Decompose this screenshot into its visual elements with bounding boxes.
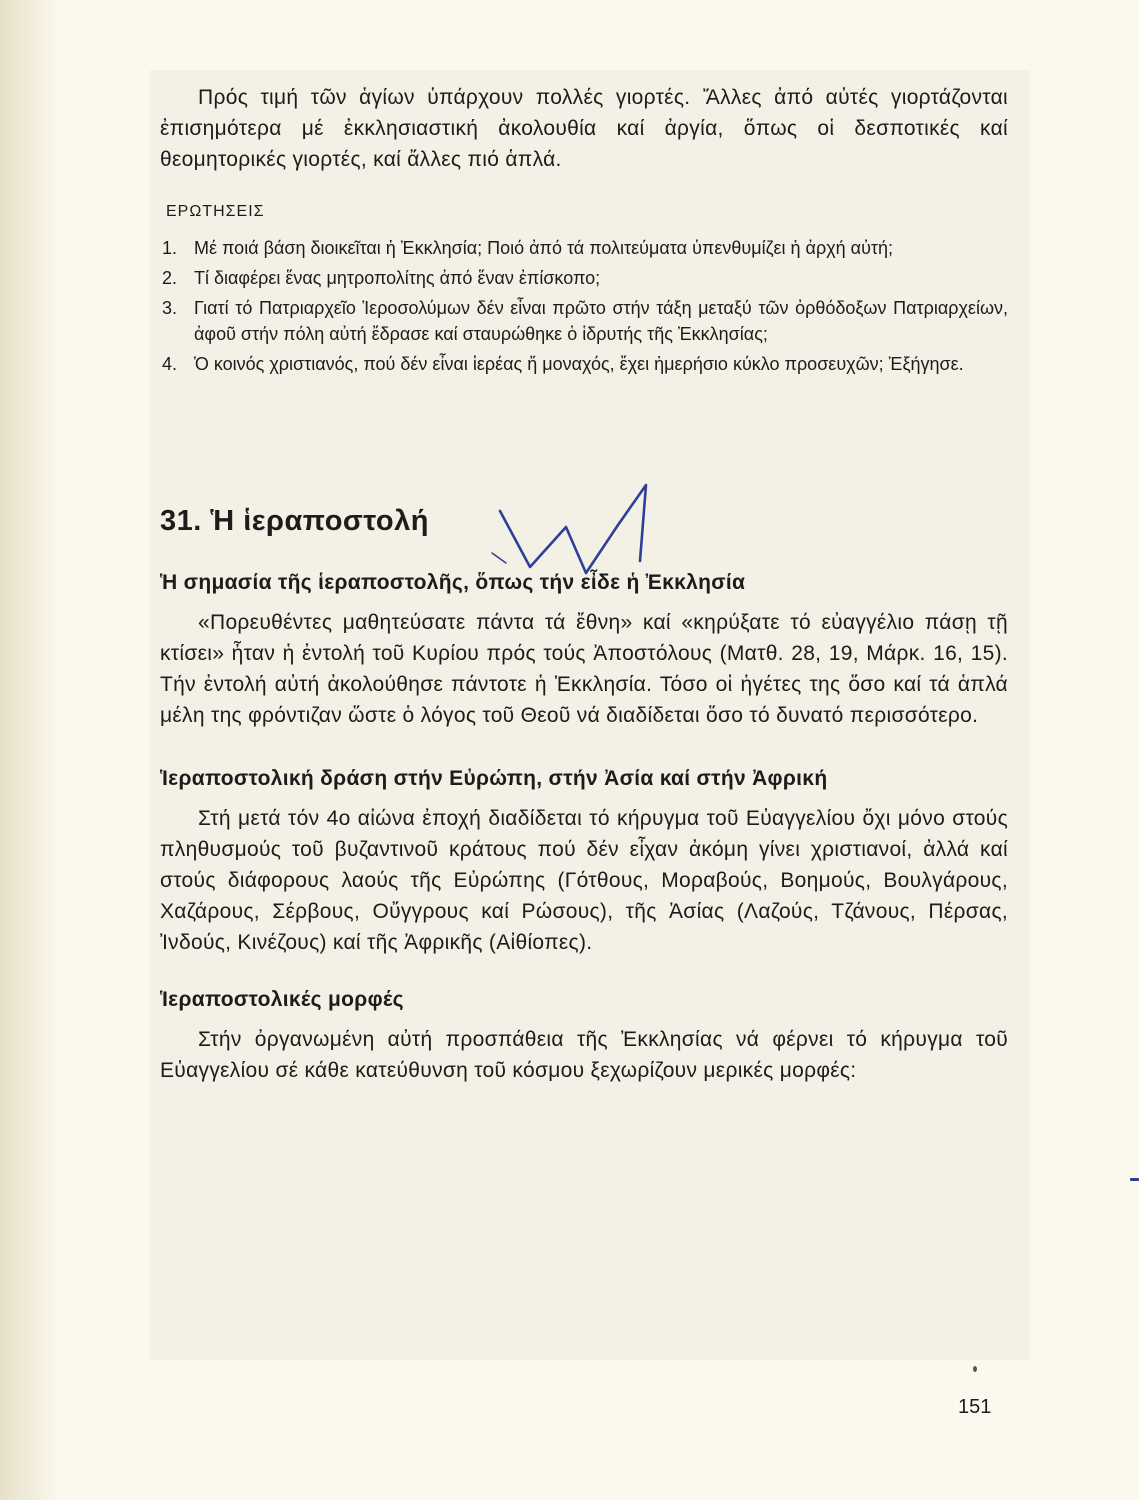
questions-heading: ΕΡΩΤΗΣΕΙΣ bbox=[166, 203, 265, 220]
chapter-header bbox=[160, 485, 1008, 571]
question-number: 3. bbox=[162, 298, 178, 318]
questions-list bbox=[160, 235, 1008, 377]
section-paragraph: Στή μετά τόν 4ο αἰώνα ἐποχή διαδίδεται τό κήρυγμα τοῦ Εὐαγγελίου ὄχι μόνο στούς πληθυσμούς τοῦ βυζαντινοῦ κράτους πού δέν εἶχαν ἀκόμη γίνει χριστιανοί, ἀλλά καί στούς διάφορους λαούς τῆς Εὐρώπης (Γότθους, Μοραβούς, Βοημούς, Βουλγάρους, Χαζάρους, Σέρβους, Οὔγγρους καί Ρώσους), τῆς Ἀσίας (Λαζούς, Τζάνους, Πέρσας, Ἰνδούς, Κινέζους) καί τῆς Ἀφρικῆς (Αἰθίοπες). bbox=[160, 807, 1008, 954]
question-number: 1. bbox=[162, 238, 178, 258]
handwritten-mark-icon bbox=[490, 471, 680, 581]
page-number: 151 bbox=[958, 1396, 992, 1418]
page-content bbox=[160, 82, 1008, 1086]
question-text: Ὁ κοινός χριστιανός, πού δέν εἶναι ἱερέας ἤ μοναχός, ἔχει ἡμερήσιο κύκλο προσευχῶν; Ἐξήγησε. bbox=[194, 354, 964, 374]
question-item bbox=[160, 265, 1008, 291]
question-item bbox=[160, 235, 1008, 261]
intro-paragraph: Πρός τιμή τῶν ἁγίων ὑπάρχουν πολλές γιορτές. Ἄλλες ἀπό αὐτές γιορτάζονται ἐπισημότερα μέ ἐκκλησιαστική ἀκολουθία καί ἀργία, ὅπως οἱ δεσποτικές καί θεομητορικές γιορτές, καί ἄλλες πιό ἁπλά. bbox=[160, 86, 1008, 171]
section-heading: Ἱεραποστολική δράση στήν Εὐρώπη, στήν Ἀσία καί στήν Ἀφρική bbox=[160, 767, 828, 790]
question-text: Μέ ποιά βάση διοικεῖται ἡ Ἐκκλησία; Ποιό ἀπό τά πολιτεύματα ὑπενθυμίζει ἡ ἀρχή αὐτή; bbox=[194, 238, 894, 258]
section-paragraph: «Πορευθέντες μαθητεύσατε πάντα τά ἔθνη» καί «κηρύξατε τό εὐαγγέλιο πάσῃ τῇ κτίσει» ἦταν ἡ ἐντολή τοῦ Κυρίου πρός τούς Ἀποστόλους (Ματθ. 28, 19, Μάρκ. 16, 15). Τήν ἐντολή αὐτή ἀκολούθησε πάντοτε ἡ Ἐκκλησία. Τόσο οἱ ἡγέτες της ὅσο καί τά ἁπλά μέλη της φρόντιζαν ὥστε ὁ λόγος τοῦ Θεοῦ νά διαδίδεται ὅσο τό δυνατό περισσότερο. bbox=[160, 611, 1008, 727]
chapter-title: 31. Ἡ ἱεραποστολή bbox=[160, 505, 429, 537]
section-heading: Ἱεραποστολικές μορφές bbox=[160, 988, 404, 1011]
section-heading: Ἡ σημασία τῆς ἱεραποστολῆς, ὅπως τήν εἶδε ἡ Ἐκκλησία bbox=[160, 571, 746, 594]
question-text: Γιατί τό Πατριαρχεῖο Ἱεροσολύμων δέν εἶναι πρῶτο στήν τάξη μεταξύ τῶν ὀρθόδοξων Πατριαρχείων, ἀφοῦ στήν πόλη αὐτή ἔδρασε καί σταυρώθηκε ὁ ἱδρυτής τῆς Ἐκκλησίας; bbox=[194, 298, 1008, 344]
ink-speck bbox=[973, 1366, 977, 1372]
question-item bbox=[160, 295, 1008, 347]
question-item bbox=[160, 351, 1008, 377]
page-edge-shadow bbox=[0, 0, 60, 1500]
question-text: Τί διαφέρει ἕνας μητροπολίτης ἀπό ἕναν ἐπίσκοπο; bbox=[194, 268, 601, 288]
question-number: 2. bbox=[162, 268, 178, 288]
question-number: 4. bbox=[162, 354, 178, 374]
pen-mark bbox=[1130, 1178, 1139, 1181]
section-paragraph: Στήν ὀργανωμένη αὐτή προσπάθεια τῆς Ἐκκλησίας νά φέρνει τό κήρυγμα τοῦ Εὐαγγελίου σέ κάθε κατεύθυνση τοῦ κόσμου ξεχωρίζουν μερικές μορφές: bbox=[160, 1028, 1008, 1082]
